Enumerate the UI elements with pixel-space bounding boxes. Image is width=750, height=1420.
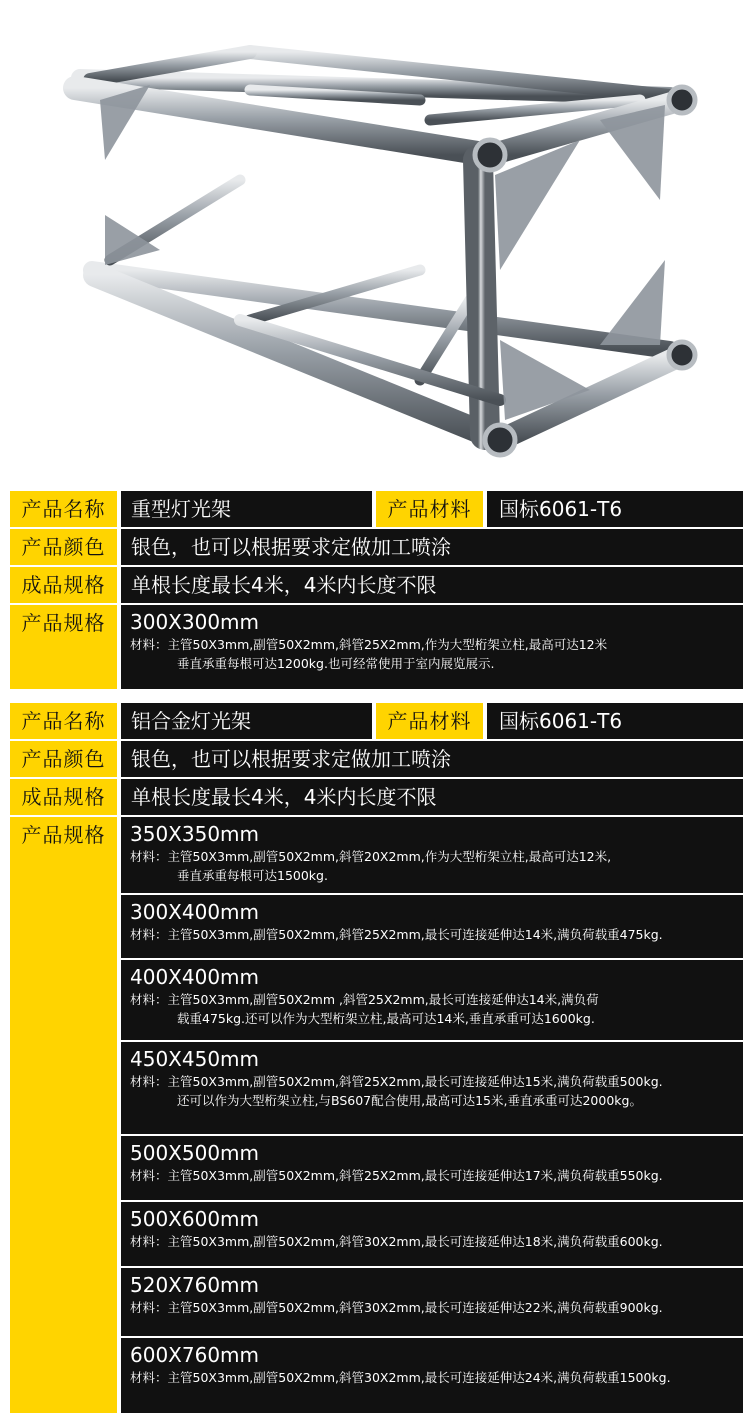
spec-desc: 材料：主管50X3mm,副管50X2mm,斜管30X2mm,最长可连接延伸达22米,满负荷载重900kg. xyxy=(130,1300,663,1315)
spec-title: 400X400mm xyxy=(130,965,260,989)
material-label: 产品材料 xyxy=(376,703,483,739)
spec-title: 500X500mm xyxy=(130,1141,260,1165)
spec-desc-cont: 垂直承重每根可达1500kg. xyxy=(177,868,328,883)
size-label: 成品规格 xyxy=(10,567,117,603)
spec-title: 600X760mm xyxy=(130,1343,260,1367)
name-label: 产品名称 xyxy=(10,491,117,527)
spec-block xyxy=(121,895,743,958)
spec-block xyxy=(121,1042,743,1134)
name-label: 产品名称 xyxy=(10,703,117,739)
size-row xyxy=(10,779,743,815)
material-label: 产品材料 xyxy=(376,491,483,527)
spec-title: 450X450mm xyxy=(130,1047,260,1071)
spec-block xyxy=(121,817,743,893)
spec-desc-cont: 载重475kg.还可以作为大型桁架立柱,最高可达14米,垂直承重可达1600kg. xyxy=(177,1011,595,1026)
product-photo xyxy=(0,0,750,480)
size-row xyxy=(10,567,743,603)
spec-label: 产品规格 xyxy=(10,817,117,1413)
size-value: 单根长度最长4米，4米内长度不限 xyxy=(121,779,743,815)
spec-desc: 材料：主管50X3mm,副管50X2mm,斜管30X2mm,最长可连接延伸达18米,满负荷载重600kg. xyxy=(130,1234,663,1249)
spec-desc: 材料：主管50X3mm,副管50X2mm,斜管30X2mm,最长可连接延伸达24米,满负荷载重1500kg. xyxy=(130,1370,671,1385)
spec-table-heavy xyxy=(10,491,743,689)
color-value: 银色，也可以根据要求定做加工喷涂 xyxy=(121,529,743,565)
size-label: 成品规格 xyxy=(10,779,117,815)
spec-title: 350X350mm xyxy=(130,822,260,846)
name-row xyxy=(10,491,743,527)
spec-block xyxy=(121,1338,743,1413)
name-row xyxy=(10,703,743,739)
spec-desc: 材料：主管50X3mm,副管50X2mm ,斜管25X2mm,最长可连接延伸达14米,满负荷 xyxy=(130,992,599,1007)
spec-desc: 材料：主管50X3mm,副管50X2mm,斜管25X2mm,最长可连接延伸达15米,满负荷载重500kg. xyxy=(130,1074,663,1089)
spec-desc-cont: 还可以作为大型桁架立柱,与BS607配合使用,最高可达15米,垂直承重可达2000kg。 xyxy=(177,1093,642,1108)
spec-block xyxy=(121,605,743,689)
spec-desc: 材料：主管50X3mm,副管50X2mm,斜管25X2mm,作为大型桁架立柱,最高可达12米 xyxy=(130,637,608,652)
spec-title: 520X760mm xyxy=(130,1273,260,1297)
spec-title: 300X400mm xyxy=(130,900,260,924)
name-value: 铝合金灯光架 xyxy=(121,703,372,739)
spec-desc: 材料：主管50X3mm,副管50X2mm,斜管25X2mm,最长可连接延伸达17米,满负荷载重550kg. xyxy=(130,1168,663,1183)
spec-title: 300X300mm xyxy=(130,610,260,634)
spec-block xyxy=(121,1268,743,1336)
spec-title: 500X600mm xyxy=(130,1207,260,1231)
color-value: 银色，也可以根据要求定做加工喷涂 xyxy=(121,741,743,777)
spec-desc-cont: 垂直承重每根可达1200kg.也可经常使用于室内展览展示. xyxy=(177,656,495,671)
spec-desc: 材料：主管50X3mm,副管50X2mm,斜管25X2mm,最长可连接延伸达14米,满负荷载重475kg. xyxy=(130,927,663,942)
spec-block xyxy=(121,1202,743,1266)
name-value: 重型灯光架 xyxy=(121,491,372,527)
spec-block xyxy=(121,960,743,1040)
spec-table-aluminum xyxy=(10,703,743,1413)
color-row xyxy=(10,741,743,777)
color-row xyxy=(10,529,743,565)
material-value: 国标6061-T6 xyxy=(487,491,743,527)
spec-block xyxy=(121,1136,743,1200)
color-label: 产品颜色 xyxy=(10,741,117,777)
material-value: 国标6061-T6 xyxy=(487,703,743,739)
truss-illustration xyxy=(0,0,750,480)
color-label: 产品颜色 xyxy=(10,529,117,565)
size-value: 单根长度最长4米，4米内长度不限 xyxy=(121,567,743,603)
spec-label: 产品规格 xyxy=(10,605,117,689)
spec-desc: 材料：主管50X3mm,副管50X2mm,斜管20X2mm,作为大型桁架立柱,最高可达12米, xyxy=(130,849,612,864)
